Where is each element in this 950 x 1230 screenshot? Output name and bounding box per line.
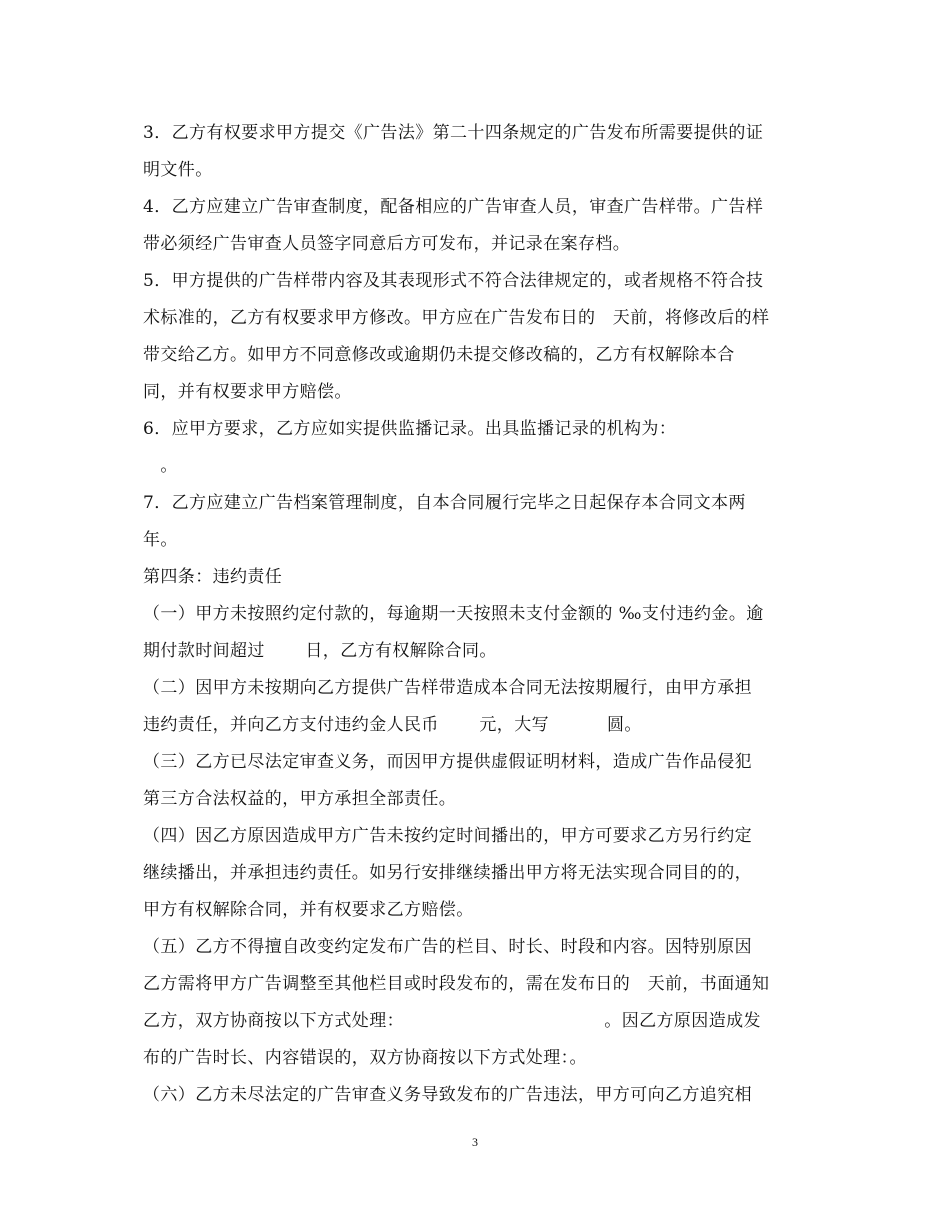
text-line: 乙方需将甲方广告调整至其他栏目或时段发布的，需在发布日的 天前，书面通知 (143, 974, 770, 994)
text-line: 3．乙方有权要求甲方提交《广告法》第二十四条规定的广告发布所需要提供的证 (143, 123, 764, 143)
text-line: （二）因甲方未按期向乙方提供广告样带造成本合同无法按期履行，由甲方承担 (143, 678, 752, 698)
text-line: 4．乙方应建立广告审查制度，配备相应的广告审查人员，审查广告样带。广告样 (143, 197, 764, 217)
text-line: 甲方有权解除合同，并有权要求乙方赔偿。 (143, 900, 474, 920)
text-line: 年。 (143, 530, 178, 550)
text-line: 继续播出，并承担违约责任。如另行安排继续播出甲方将无法实现合同目的的， (143, 863, 752, 883)
text-line: 。 (143, 456, 178, 476)
text-line: 同，并有权要求甲方赔偿。 (143, 382, 352, 402)
text-line: （六）乙方未尽法定的广告审查义务导致发布的广告违法，甲方可向乙方追究相 (143, 1085, 752, 1105)
text-line: 明文件。 (143, 160, 213, 180)
text-line: 布的广告时长、内容错误的，双方协商按以下方式处理：。 (143, 1048, 587, 1068)
text-line: （四）因乙方原因造成甲方广告未按约定时间播出的，甲方可要求乙方另行约定 (143, 826, 752, 846)
text-line: （一）甲方未按照约定付款的，每逾期一天按照未支付金额的 ‰支付违约金。逾 (143, 604, 764, 624)
text-line: 7．乙方应建立广告档案管理制度，自本合同履行完毕之日起保存本合同文本两 (143, 493, 746, 513)
text-line: 违约责任，并向乙方支付违约金人民币 元，大写 圆。 (143, 715, 642, 735)
section-heading: 第四条：违约责任 (143, 567, 283, 587)
text-line: 术标准的，乙方有权要求甲方修改。甲方应在广告发布日的 天前，将修改后的样 (143, 308, 770, 328)
text-line: 带必须经广告审查人员签字同意后方可发布，并记录在案存档。 (143, 234, 631, 254)
text-line: 期付款时间超过 日，乙方有权解除合同。 (143, 641, 497, 661)
text-line: 5．甲方提供的广告样带内容及其表现形式不符合法律规定的，或者规格不符合技 (143, 271, 764, 291)
text-line: 带交给乙方。如甲方不同意修改或逾期仍未提交修改稿的，乙方有权解除本合 (143, 345, 735, 365)
text-line: （五）乙方不得擅自改变约定发布广告的栏目、时长、时段和内容。因特别原因 (143, 937, 752, 957)
page-number: 3 (472, 1135, 478, 1149)
text-line: （三）乙方已尽法定审查义务，而因甲方提供虚假证明材料，造成广告作品侵犯 (143, 752, 752, 772)
text-line: 6．应甲方要求，乙方应如实提供监播记录。出具监播记录的机构为： (143, 419, 677, 439)
text-line: 乙方，双方协商按以下方式处理： 。因乙方原因造成发 (143, 1011, 761, 1031)
text-line: 第三方合法权益的，甲方承担全部责任。 (143, 789, 457, 809)
contract-text (143, 115, 811, 1114)
